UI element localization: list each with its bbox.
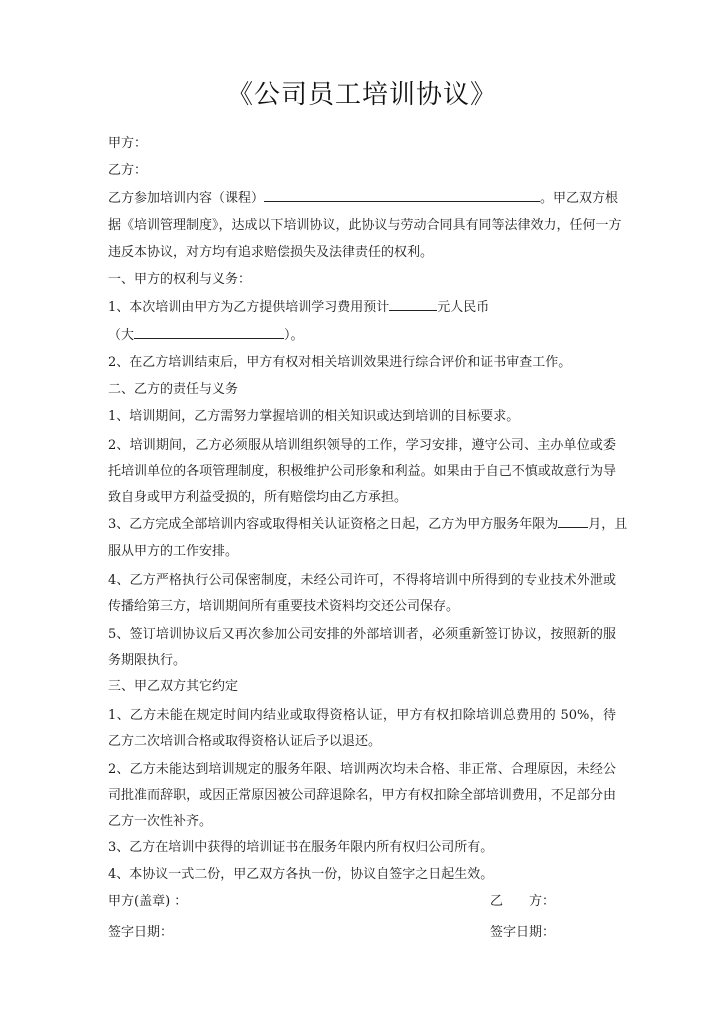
sec3-item-1: 1、乙方未能在规定时间内结业或取得资格认证，甲方有权扣除培训总费用的 50%，待乙方二次培训合格或取得资格认证后予以退还。 xyxy=(108,708,616,749)
date-row xyxy=(108,922,616,944)
sec2-item-3-text: 3、乙方完成全部培训内容或取得相关认证资格之日起，乙方为甲方服务年限为 xyxy=(108,517,559,532)
intro-text-2: 。甲乙双方根 xyxy=(540,191,619,206)
sec2-item-2: 2、培训期间，乙方必须服从培训组织领导的工作，学习安排，遵守公司、主办单位或委托培训单位的各项管理制度，积极维护公司形象和利益。如果由于自己不慎或故意行为导致自身或甲方利益受损的，所有赔偿均由乙方承担。 xyxy=(108,438,616,505)
party-b-label: 乙方： xyxy=(108,163,148,178)
service-months-blank[interactable] xyxy=(558,513,588,528)
signature-row xyxy=(108,891,616,913)
sec2-item-3 xyxy=(108,513,628,536)
sec3-item-3: 3、乙方在培训中获得的培训证书在服务年限内所有权归公司所有。 xyxy=(108,840,494,855)
party-a-seal-label: 甲方(盖章) ： xyxy=(108,894,188,909)
sec2-item-1: 1、培训期间，乙方需努力掌握培训的相关知识或达到培训的目标要求。 xyxy=(108,409,520,424)
sec2-item-3-line-2: 服从甲方的工作安排。 xyxy=(108,544,239,559)
intro-line-2: 据《培训管理制度》，达成以下培训协议，此协议与劳动合同具有同等法律效力，任何一方 xyxy=(108,218,622,233)
sec3-item-2: 2、乙方未能达到培训规定的服务年限、培训两次均未合格、非正常、合理原因，未经公司批准而辞职，或因正常原因被公司辞退除名，甲方有权扣除全部培训费用，不足部分由乙方一次性补齐。 xyxy=(108,762,616,829)
intro-text-1: 乙方参加培训内容（课程） xyxy=(108,191,265,206)
section-1-heading: 一、甲方的权利与义务： xyxy=(108,272,252,287)
party-a-label: 甲方： xyxy=(108,136,148,151)
party-b-char: 乙 xyxy=(490,894,504,909)
party-b-suffix: 方： xyxy=(529,894,556,909)
sec1-capital-label: （大 xyxy=(108,328,135,343)
section-2-heading: 二、乙方的责任与义务 xyxy=(108,382,239,397)
fee-blank[interactable] xyxy=(389,296,437,311)
party-a-date-label: 签字日期： xyxy=(108,925,174,940)
sec1-capital-close: ）。 xyxy=(284,328,304,343)
intro-line-1 xyxy=(108,187,619,210)
sec2-item-5: 5、签订培训协议后又再次参加公司安排的外部培训者，必须重新签订协议，按照新的服务期限执行。 xyxy=(108,627,616,668)
sec1-item-1-unit: 元人民币 xyxy=(437,300,490,315)
sec1-item-1-text: 1、本次培训由甲方为乙方提供培训学习费用预计 xyxy=(108,300,390,315)
sec2-item-3-unit: 月，且 xyxy=(588,517,628,532)
intro-line-3: 违反本协议，对方均有追求赔偿损失及法律责任的权利。 xyxy=(108,245,434,260)
section-3-heading: 三、甲乙双方其它约定 xyxy=(108,679,239,694)
document-title: 《公司员工培训协议》 xyxy=(226,80,497,110)
sec2-item-4: 4、乙方严格执行公司保密制度，未经公司许可，不得将培训中所得到的专业技术外泄或传播给第三方，培训期间所有重要技术资料均交还公司保存。 xyxy=(108,573,616,614)
capital-amount-blank[interactable] xyxy=(134,324,284,339)
sec1-item-1 xyxy=(108,296,616,319)
sec1-item-2: 2、在乙方培训结束后，甲方有权对相关培训效果进行综合评价和证书审查工作。 xyxy=(108,355,572,370)
sec1-item-1-line-2 xyxy=(108,324,616,347)
party-b-date-label: 签字日期： xyxy=(490,925,556,940)
course-blank[interactable] xyxy=(264,187,540,202)
party-b-sign-label xyxy=(490,891,555,913)
sec3-item-4: 4、本协议一式二份，甲乙双方各执一份，协议自签字之日起生效。 xyxy=(108,867,494,882)
